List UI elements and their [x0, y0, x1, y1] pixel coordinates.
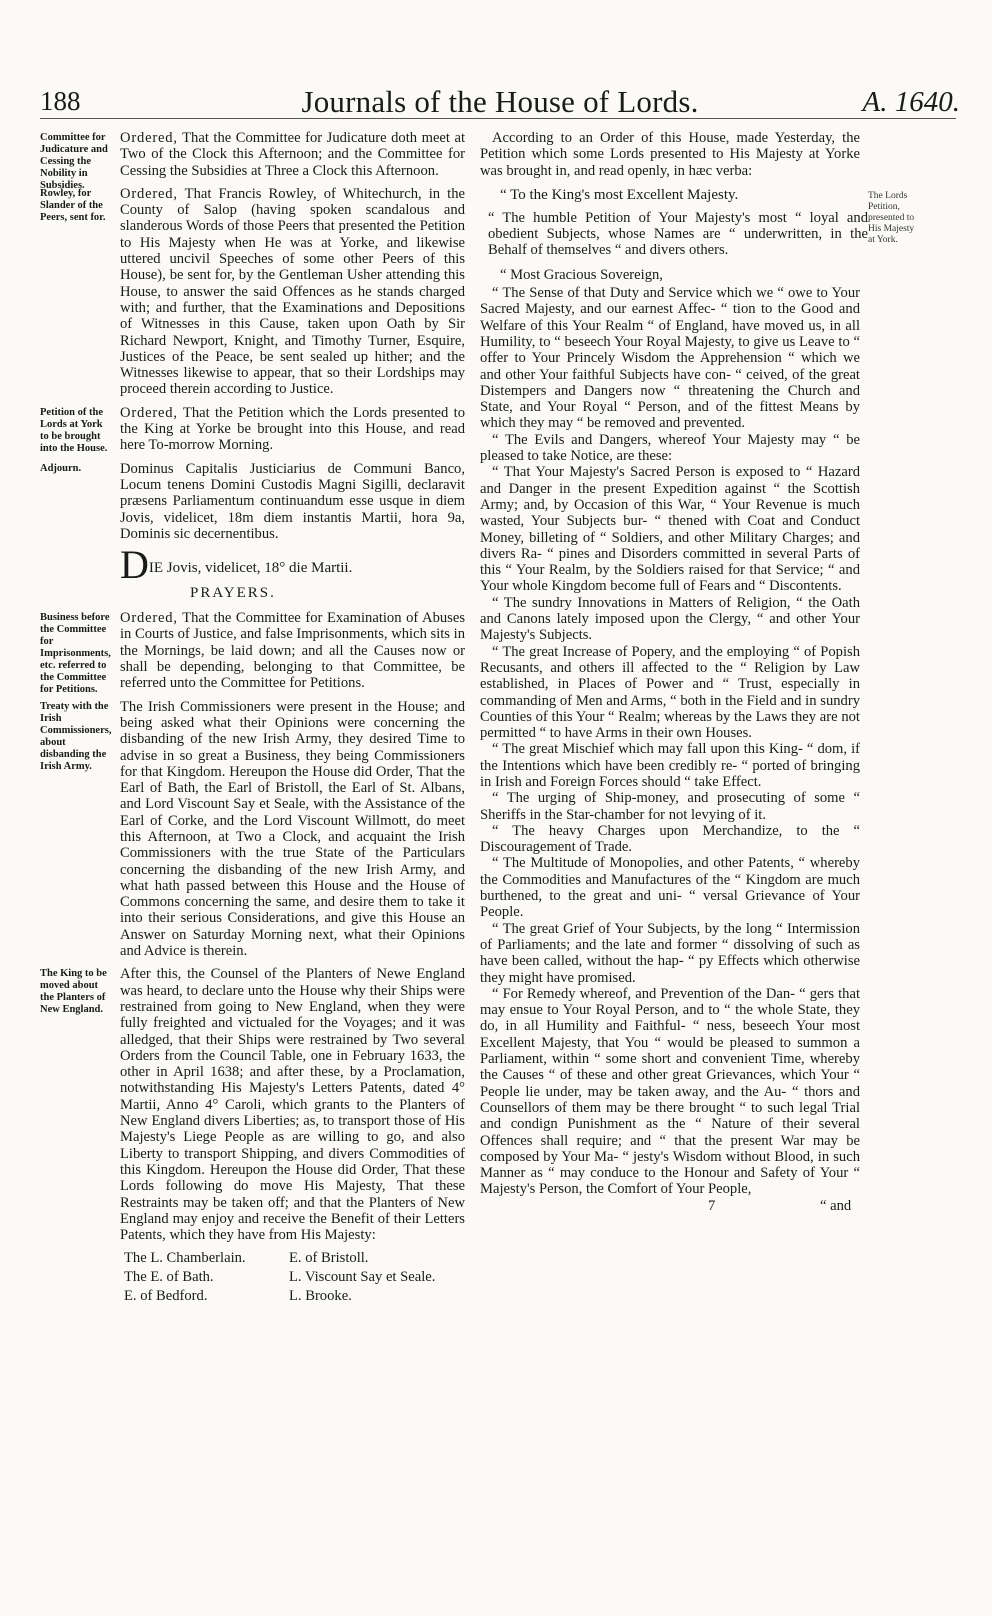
- lord-name: E. of Bedford.: [124, 1288, 208, 1305]
- entry-body: That the Committee for Judicature doth meet at Two of the Clock this Afternoon; and the Committee for Cessing the Subsidies at Three a Clock this Afternoon.: [120, 130, 465, 179]
- petition-paragraph: “ The heavy Charges upon Merchandize, to the “ Discouragement of Trade.: [480, 822, 860, 856]
- drop-cap: D: [120, 542, 149, 588]
- petition-paragraph: “ The Sense of that Duty and Service which we “ owe to Your Sacred Majesty, and our earnest Affec- “ tion to the Good and Welfare of this Your Realm “ of England, have moved us, in all Humility, to “ beseech Your Royal Majesty, to give us Leave to “ offer to Your Princely Wisdom the Apprehension “ which we and other Your faithful Subjects have con- “ ceived, of the great Distempers and Dangers now “ threatening the Church and State, and Your Royal “ Person, and of the fittest Means by which they may “ be removed and prevented.: [480, 285, 860, 432]
- petition-paragraph: “ The Evils and Dangers, whereof Your Majesty may “ be pleased to take Notice, are these:: [480, 431, 860, 465]
- entry-text: The Irish Commissioners were present in the House; and being asked what their Opinions were concerning the disbanding of the new Irish Army, they desired Time to advise in so great a Business, they being Commissioners for that Kingdom. Hereupon the House did Order, That the Earl of Bath, the Earl of Bristoll, the Earl of St. Albans, and Lord Viscount Say et Seale, with the Assistance of the Earl of Corke, and the Lord Viscount Willmott, do meet this Afternoon, at Two a Clock, and acquaint the Irish Commissioners with the true State of the Particulars concerning the disbanding of the new Irish Army, and what hath passed between this House and the House of Commons concerning the same, and desire them to take it into their serious Considerations, and give this House an Answer on Saturday Morning next, what their Opinions and Advice is therein.: [120, 698, 465, 960]
- lords-list: [124, 1250, 465, 1305]
- petition-paragraph: “ The urging of Ship-money, and prosecuting of some “ Sheriffs in the Star-chamber for not levying of it.: [480, 790, 860, 823]
- entry-rowley: [40, 186, 465, 398]
- entry-body: That Francis Rowley, of Whitechurch, in the County of Salop (having spoken scandalous and slanderous Words of those Peers that presented the Petition to His Majesty when He was at Yorke, and likewise uttered uncivil Speeches of some other Peers of this House), be sent for, by the Gentleman Usher attending this House, to answer the said Offences as he stands charged with; and further, that the Examinations and Depositions of Witnesses in this Cause, taken upon Oath by Sir Richard Newport, Knight, and Timothy Turner, Esquire, Justices of the Peace, be sent sealed up hither; and the Witnesses likewise to appear, that so their Lordships may proceed therein according to Justice.: [120, 185, 465, 398]
- entry-petition-york: [40, 405, 465, 454]
- entry-text: Dominus Capitalis Justiciarius de Communi Banco, Locum tenens Domini Custodis Magni Sigilli, declaravit præsens Parliamentum continuandum esse usque in diem Jovis, videlicet, 18m diem instantis Martii, hora 9a, Dominis sic decernentibus.: [120, 460, 465, 542]
- page-year: A. 1640.: [862, 86, 960, 118]
- petition-heading: “ The humble Petition of Your Majesty's most “ loyal and obedient Subjects, whose Names are “ underwritten, in the Behalf of themselves “ and divers others.: [488, 209, 868, 259]
- lord-name: The E. of Bath.: [124, 1269, 214, 1286]
- entry-body: That the Petition which the Lords presented to the King at Yorke be brought into this House, and read here To-morrow Morning.: [120, 404, 465, 454]
- margin-note: Treaty with the Irish Commissioners, about disbanding the Irish Army.: [40, 700, 112, 772]
- prayers-heading: PRAYERS.: [190, 585, 276, 602]
- margin-note: The Lords Petition, presented to His Majesty at York.: [868, 190, 915, 245]
- lord-name: E. of Bristoll.: [289, 1250, 369, 1267]
- margin-note: The King to be moved about the Planters of New England.: [40, 968, 107, 1016]
- entry-text: [120, 186, 465, 398]
- petition-paragraph: “ The Multitude of Monopolies, and other Patents, “ whereby the Commodities and Manufactures of the “ Kingdom are much burthened, to the great and uni- “ versal Grievance of Your People.: [480, 855, 860, 921]
- margin-note: Petition of the Lords at York to be brought into the House.: [40, 406, 108, 454]
- lord-name: L. Brooke.: [289, 1288, 352, 1305]
- margin-note: Committee for Judicature and Cessing the Nobility in Subsidies.: [40, 132, 108, 191]
- lord-name: The L. Chamberlain.: [124, 1250, 246, 1267]
- entry-lead: Ordered,: [120, 185, 178, 202]
- entry-new-england: [40, 966, 465, 1243]
- entry-text: After this, the Counsel of the Planters of Newe England was heard, to declare unto the House why their Ships were restrained from going to New England, when they were fully freighted and victualed for the Voyages; and it was alledged, that their Ships were restrained by Two several Orders from the Council Table, one in February 1633, the other in April 1638; and after these, by a Proclamation, notwithstanding His Majesty's Letters Patents, dated 4° Martii, Anno 4° Caroli, which grants to the Planters of New England divers Liberties; as, to transport those of His Majesty's Liege People as are willing to go, and also Liberty to transport Shipping, and divers Commodities of this Kingdom. Hereupon the House did Order, That these Lords following do move His Majesty, That these Restraints may be taken off; and that the Planters of New England may enjoy and receive the Benefit of their Letters Patents, which they have from His Majesty:: [120, 966, 465, 1244]
- entry-committee-petitions: [40, 610, 465, 696]
- day-heading: [120, 542, 465, 588]
- salutation: “ Most Gracious Sovereign,: [500, 266, 663, 283]
- petition-paragraph: “ The great Increase of Popery, and the employing “ of Popish Recusants, and others ill affected to the “ Religion by Law established, in Places of Power and “ Trust, especially in commanding of Men and Arms, “ both in the Field and in sundry Counties of this Your “ Realm; whereas by the Laws they are not permitted “ to have Arms in their own Houses.: [480, 643, 860, 742]
- entry-lead: Ordered,: [120, 610, 178, 627]
- entry-irish-commissioners: [40, 699, 465, 960]
- petition-address: “ To the King's most Excellent Majesty.: [500, 186, 739, 203]
- petition-intro-paragraph: According to an Order of this House, made Yesterday, the Petition which some Lords presented to His Majesty at Yorke was brought in, and read openly, in hæc verba:: [480, 130, 860, 179]
- entry-adjourn: [40, 461, 465, 542]
- page-header: [40, 56, 960, 119]
- signature-mark: 7: [708, 1197, 716, 1214]
- entry-text: [120, 130, 465, 179]
- entry-committee-judicature: [40, 130, 465, 191]
- page-number: 188: [40, 86, 81, 116]
- margin-note: Business before the Committee for Imprisonments, etc. referred to the Committee for Petitions.: [40, 612, 111, 696]
- right-column: [480, 130, 915, 1218]
- lord-name: L. Viscount Say et Seale.: [289, 1269, 436, 1286]
- entry-text: [120, 405, 465, 454]
- entry-lead: Ordered,: [120, 404, 178, 421]
- header-rule: [40, 118, 956, 119]
- left-column: [40, 130, 465, 1305]
- catchword: “ and: [820, 1197, 852, 1214]
- petition-paragraph: “ For Remedy whereof, and Prevention of the Dan- “ gers that may ensue to Your Royal Person, and to “ the whole State, they do, in all Humility and Faithful- “ ness, beseech Your most Excellent Majesty, that You “ would be pleased to summon a Parliament, within “ some short and convenient Time, whereby the Causes “ of these and other great Grievances, which Your “ People lie under, may be taken away, and the Au- “ thors and Counsellors of them may be there brought “ to such legal Trial and condign Punishment as the “ Nature of their several Offences shall require; and “ that the present War may be composed by Your Ma- “ jesty's Wisdom without Blood, in such Manner as “ may conduce to the Honour and Safety of Your “ Majesty's Person, the Comfort of Your People,: [480, 985, 860, 1198]
- entry-body: That the Committee for Examination of Abuses in Courts of Justice, and false Imprisonments, which sits in the Mornings, be laid down; and all the Causes now or shall be depending, belonging to that Committee, be referred unto the Committee for Petitions.: [120, 610, 465, 692]
- petition-paragraph: “ That Your Majesty's Sacred Person is exposed to “ Hazard and Danger in the present Expedition against “ the Scottish Army; and, by Occasion of this War, “ Your Revenue is much wasted, Your Subjects bur- “ thened with Coat and Conduct Money, billeting of “ Soldiers, and other Military Charges; and divers Ra- “ pines and Disorders committed in several Parts of this “ Your Realm, by the Soldiers raised for that Service; “ and Your whole Kingdom become full of Fears and “ Discontents.: [480, 464, 860, 595]
- margin-note: Rowley, for Slander of the Peers, sent for.: [40, 187, 106, 223]
- margin-note: Adjourn.: [40, 462, 82, 474]
- petition-paragraph: “ The sundry Innovations in Matters of Religion, “ the Oath and Canons lately imposed upon the Clergy, “ and other Your Majesty's Subjects.: [480, 594, 860, 644]
- petition-paragraph: “ The great Grief of Your Subjects, by the long “ Intermission of Parliaments; and the late and former “ dissolving of such as have been called, without the hap- “ py Effects which otherwise they might have promised.: [480, 920, 860, 986]
- journal-title: Journals of the House of Lords.: [301, 84, 699, 119]
- page-footer: [480, 1198, 915, 1218]
- entry-text: [120, 610, 465, 691]
- entry-lead: Ordered,: [120, 130, 178, 146]
- petition-paragraph: “ The great Mischief which may fall upon this King- “ dom, if the Intentions which have been credibly re- “ ported of bringing in Irish and Foreign Forces should “ take Effect.: [480, 741, 860, 790]
- day-heading-text: IE Jovis, videlicet, 18° die Martii.: [148, 560, 353, 577]
